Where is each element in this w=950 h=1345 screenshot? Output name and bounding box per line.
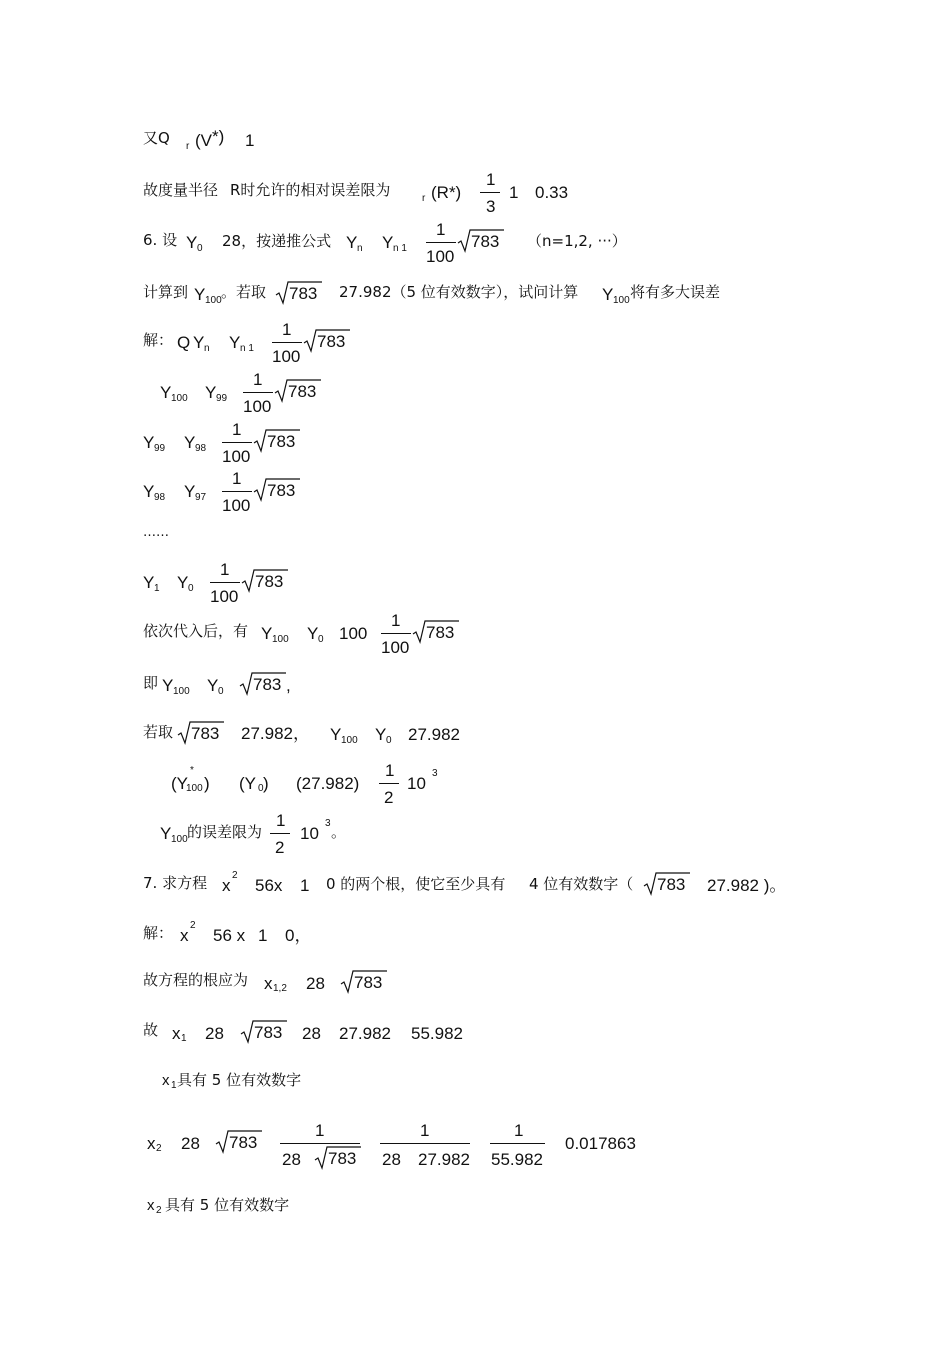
radicand: 783 [317,332,346,351]
math: Y [177,573,189,592]
subscript: 100 [171,834,188,845]
radicand: 783 [254,1023,283,1042]
subscript: n [204,343,210,354]
radicand: 783 [229,1133,258,1152]
sqrt [178,721,224,745]
text: 0 的两个根，使它至少具有 [326,875,506,893]
subscript: 99 [154,443,166,454]
math: 28 [181,1134,200,1153]
text: 6. 设 [143,231,178,249]
math: Y [160,824,172,843]
fraction [381,612,411,658]
fraction [222,470,252,516]
text: 将有多大误差 [630,283,721,301]
math: ) [263,774,269,793]
math: 28 [302,1024,321,1043]
math: 100 [339,624,368,643]
math: Y [143,482,155,501]
radicand: 783 [426,623,455,642]
sqrt [241,1020,287,1044]
subscript: 98 [195,443,207,454]
math: x [147,1134,156,1153]
denominator: 55.982 [491,1150,543,1169]
text: 7. 求方程 [143,874,208,892]
text: 故度量半径 [143,181,219,199]
subscript: 1,2 [273,983,287,994]
sqrt [413,620,459,644]
subscript: 0 [386,735,392,746]
subscript: 100 [613,295,630,306]
math: Y [143,573,155,592]
text: 具有 5 位有效数字 [177,1071,302,1089]
denominator: 100 [243,397,272,416]
radicand: 783 [657,875,686,894]
math: Y [307,624,319,643]
numerator: 1 [391,611,401,630]
math: Y [207,676,219,695]
numerator: 1 [232,469,242,488]
text: 28，按递推公式 [222,232,332,250]
numerator: 1 [514,1121,524,1140]
math: 28 [205,1024,224,1043]
sqrt [315,1146,361,1170]
math: Y [346,233,358,252]
text: R时允许的相对误差限为 [230,181,391,199]
denominator: 100 [426,247,455,266]
denominator-a: 28 [382,1150,401,1169]
denominator: 100 [272,347,301,366]
radicand: 783 [267,432,296,451]
text: 计算到 [143,283,189,301]
subscript: 1 [171,1080,177,1091]
denominator-a: 28 [282,1150,301,1169]
superscript: 2 [232,870,238,881]
radicand: 783 [255,572,284,591]
math: (27.982) [296,774,360,793]
radicand: 783 [354,973,383,992]
denominator: 2 [275,838,285,857]
superscript: 2 [190,920,196,931]
subscript: n 1 [240,343,254,354]
sqrt [341,970,387,994]
subscript: 100 [173,686,190,697]
subscript: 2 [156,1143,162,1154]
subscript: 100 [186,783,203,794]
subscript: 100 [341,735,358,746]
fraction [243,371,273,417]
denominator: 2 [384,788,394,807]
radicand: 783 [288,382,317,401]
math: 10 [407,774,426,793]
sqrt [304,329,350,353]
fraction [480,171,500,217]
text: 若取 [143,723,174,741]
math: 0.017863 [565,1134,636,1153]
text: 即 [143,674,159,692]
sqrt [644,872,690,896]
math: Y [229,333,241,352]
denominator: 100 [210,587,239,606]
text: 故方程的根应为 [143,971,249,989]
fraction [210,561,240,607]
math: (Y [171,774,188,793]
subscript: 99 [216,393,228,404]
text: 。若取 [221,283,267,301]
math: , [286,676,291,695]
math: 0， [285,926,312,945]
math: x [222,876,231,895]
text: 。 [331,823,347,841]
text: 解： [143,331,174,349]
sqrt [275,379,321,403]
numerator: 1 [276,811,286,830]
subscript: n 1 [393,243,407,254]
math: Y [143,433,155,452]
subscript: 1 [154,583,160,594]
subscript: n [357,243,363,254]
ellipsis: …… [143,525,169,540]
math: Y [184,482,196,501]
superscript: 3 [432,768,438,779]
sqrt [240,672,286,696]
math: 10 [300,824,319,843]
math: (R*) [431,183,462,202]
subscript: 0 [188,583,194,594]
text: 故 [143,1021,159,1039]
subscript: r [186,141,190,152]
math: x [172,1024,181,1043]
fraction-1 [280,1122,360,1170]
fraction [270,812,290,858]
subscript: 98 [154,492,166,503]
numerator: 1 [282,320,292,339]
math: 28 [306,974,325,993]
radicand: 783 [328,1149,357,1168]
math: 1 [258,926,268,945]
subscript: 0 [318,634,324,645]
math: 55.982 [411,1024,463,1043]
sqrt [216,1130,262,1154]
math: 56x [255,876,283,895]
text: 解： [143,924,174,942]
subscript: 100 [272,634,289,645]
subscript: 97 [195,492,207,503]
math: Y [205,383,217,402]
subscript: 0 [258,783,264,794]
fraction-3 [490,1122,545,1170]
radicand: 783 [267,481,296,500]
math: Y [602,285,614,304]
radicand: 783 [471,232,500,251]
numerator: 1 [436,220,446,239]
text: 依次代入后，有 [143,622,249,640]
math: x [180,926,189,945]
math: Y [193,333,205,352]
sqrt [458,229,504,253]
fraction [379,762,399,808]
math: 1 [245,131,255,150]
numerator: 1 [420,1121,430,1140]
math: Y [194,285,206,304]
denominator-b: 27.982 [418,1150,470,1169]
numerator: 1 [220,560,230,579]
math: Q [177,333,191,352]
math: 1 [509,183,519,202]
math: (V [195,131,212,150]
radicand: 783 [253,675,282,694]
math: 27.982 )。 [707,876,787,895]
sqrt [242,569,288,593]
text: 的误差限为 [187,823,263,841]
superscript: 3 [325,818,331,829]
math: (Y [239,774,256,793]
math: x [264,974,273,993]
numerator: 1 [232,420,242,439]
sqrt [276,281,322,305]
math: 27.982 [408,725,460,744]
numerator: 1 [486,170,496,189]
denominator: 100 [222,496,251,515]
subscript: 100 [205,295,222,306]
math: x [147,1197,155,1214]
math: Y [382,233,394,252]
math: 1 [300,876,310,895]
subscript: 0 [197,243,203,254]
math: 0.33 [535,183,569,202]
fraction [222,421,252,467]
math: Y [160,383,172,402]
fraction [426,221,456,267]
math: 27.982， [241,724,310,743]
math: Y [186,233,198,252]
text: 具有 5 位有效数字 [165,1196,290,1214]
math: 27.982 [339,1024,391,1043]
numerator: 1 [315,1121,325,1140]
math: *) [212,127,225,146]
math: Y [261,624,273,643]
numerator: 1 [385,761,395,780]
math: Y [330,725,342,744]
text: 27.982（5 位有效数字），试问计算 [339,283,579,301]
subscript: 0 [218,686,224,697]
subscript: 2 [156,1205,162,1216]
sqrt [254,478,300,502]
math: Y [375,725,387,744]
denominator: 100 [381,638,410,657]
radicand: 783 [191,724,220,743]
math: Y [184,433,196,452]
denominator: 100 [222,447,251,466]
math: 56 x [213,926,246,945]
math: Y [162,676,174,695]
fraction-2 [380,1122,470,1170]
superscript: * [190,765,194,776]
subscript: r [422,193,426,204]
text: 4 位有效数字（ [529,875,634,893]
subscript: 100 [171,393,188,404]
math: ) [204,774,210,793]
sqrt [254,429,300,453]
math: x [162,1072,170,1089]
fraction [272,321,302,367]
subscript: 1 [181,1033,187,1044]
text: 又Q [143,129,170,147]
radicand: 783 [289,284,318,303]
denominator: 3 [486,197,496,216]
numerator: 1 [253,370,263,389]
text: （n=1,2, ···） [527,232,627,250]
